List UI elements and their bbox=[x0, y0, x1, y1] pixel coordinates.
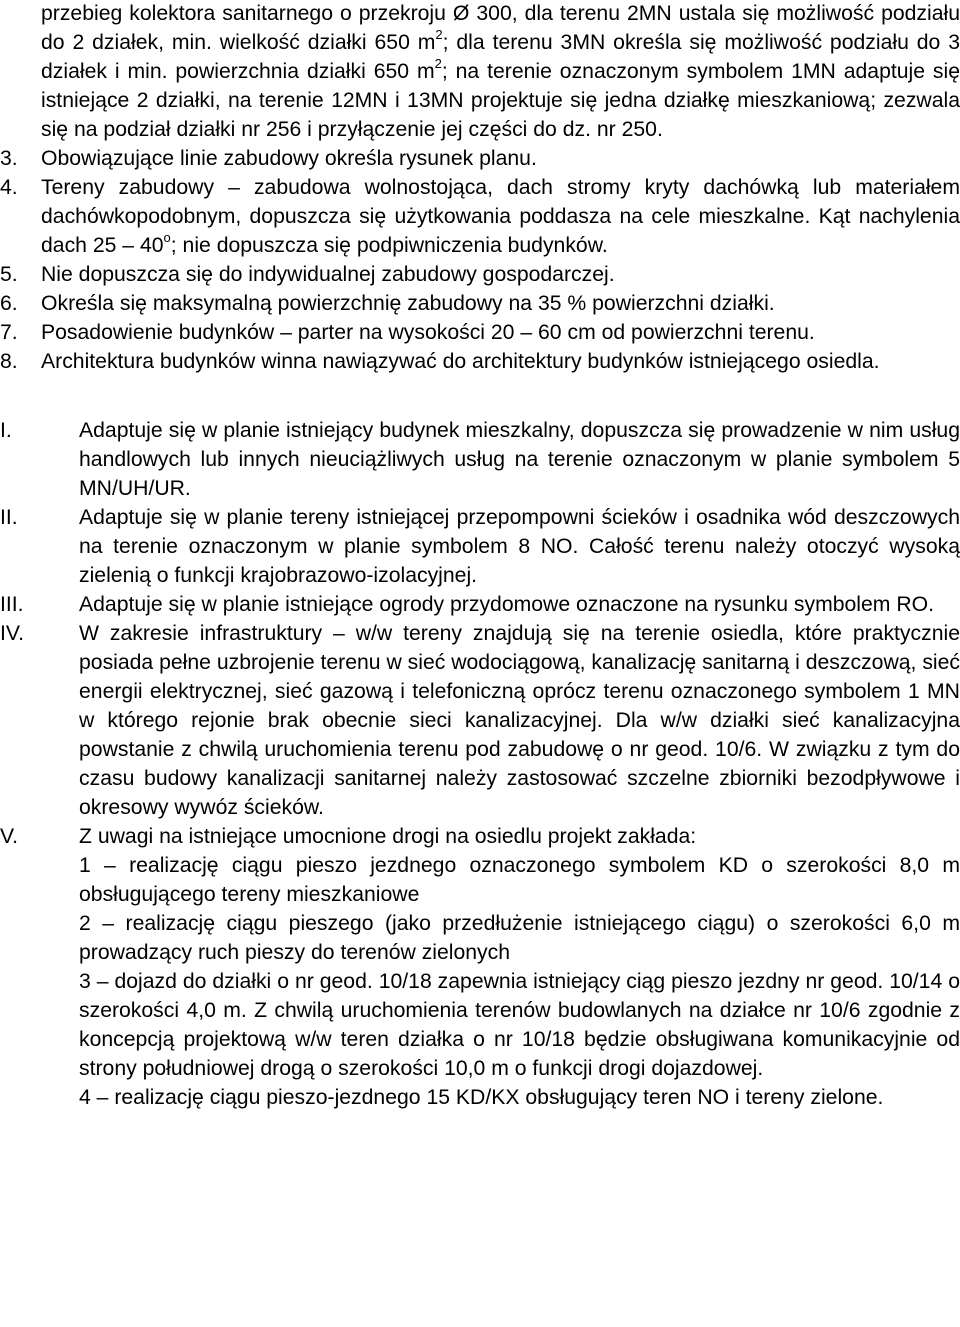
item-number: 6. bbox=[0, 292, 18, 315]
roman-text bbox=[79, 822, 960, 1112]
item-number: 5. bbox=[0, 263, 18, 286]
sub-item: 2 – realizację ciągu pieszego (jako przedłużenie istniejącego ciągu) o szerokości 6,0 m prowadzący ruch pieszy do terenów zielonych bbox=[79, 912, 960, 964]
roman-text: W zakresie infrastruktury – w/w tereny znajdują się na terenie osiedla, które praktycznie posiada pełne uzbrojenie terenu w sieć wodociągową, kanalizację sanitarną i deszczową, sieć energii elektrycznej, sieć gazową i telefoniczną oprócz terenu oznaczonego symbolem 1 MN w którego rejonie brak obecnie sieci kanalizacyjnej. Dla w/w działki sieć kanalizacyjna powstanie z chwilą uruchomienia terenu pod zabudowę o nr geod. 10/6. W związku z tym do czasu budowy kanalizacji sanitarnej należy zastosować szczelne zbiorniki bezodpływowe i okresowy wywóz ścieków. bbox=[79, 622, 960, 819]
continuation-paragraph bbox=[0, 0, 960, 144]
roman-item bbox=[0, 822, 960, 1112]
list-item bbox=[0, 289, 960, 318]
roman-item bbox=[0, 503, 960, 590]
superscript-2a: 2 bbox=[435, 26, 443, 42]
roman-number: II. bbox=[0, 506, 18, 529]
item-text: Architektura budynków winna nawiązywać do architektury budynków istniejącego osiedla. bbox=[41, 350, 880, 373]
roman-text: Adaptuje się w planie tereny istniejącej przepompowni ścieków i osadnika wód deszczowych na terenie oznaczonym w planie symbolem 8 NO. Całość terenu należy otoczyć wysoką zielenią o funkcji krajobrazowo-izolacyjnej. bbox=[79, 506, 960, 587]
roman-item bbox=[0, 416, 960, 503]
item-text: Posadowienie budynków – parter na wysokości 20 – 60 cm od powierzchni terenu. bbox=[41, 321, 815, 344]
roman-text: Adaptuje się w planie istniejący budynek mieszkalny, dopuszcza się prowadzenie w nim usług handlowych lub innych nieuciążliwych usług na terenie oznaczonym w planie symbolem 5 MN/UH/UR. bbox=[79, 419, 960, 500]
item-text bbox=[41, 173, 960, 260]
list-item bbox=[0, 347, 960, 376]
list-item bbox=[0, 260, 960, 289]
roman-intro: Z uwagi na istniejące umocnione drogi na osiedlu projekt zakłada: bbox=[79, 825, 697, 848]
sub-item: 4 – realizację ciągu pieszo-jezdnego 15 KD/KX obsługujący teren NO i tereny zielone. bbox=[79, 1086, 884, 1109]
continuation-text-2: ; dla terenu 3MN określa się możliwość podziału do 3 działek i min. powierzchnia działki 650 m bbox=[41, 31, 960, 83]
superscript-2b: 2 bbox=[434, 55, 442, 71]
item-number: 7. bbox=[0, 321, 18, 344]
item-text-b: ; nie dopuszcza się podpiwniczenia budynków. bbox=[170, 234, 608, 257]
numbered-list bbox=[0, 144, 960, 376]
roman-number: III. bbox=[0, 593, 24, 616]
list-item bbox=[0, 318, 960, 347]
roman-item bbox=[0, 590, 960, 619]
list-item bbox=[0, 144, 960, 173]
continuation-text-3: ; na terenie oznaczonym symbolem 1MN adaptuje się istniejące 2 działki, na terenie 12MN i 13MN projektuje się jedna działkę mieszkaniową; zezwala się na podział działki nr 256 i przyłączenie jej części do dz. nr 250. bbox=[41, 60, 960, 141]
item-text-a: Tereny zabudowy – zabudowa wolnostojąca, dach stromy kryty dachówką lub materiałem dachówkopodobnym, dopuszcza się użytkowania poddasza na cele mieszkalne. Kąt nachylenia dach 25 – 40 bbox=[41, 176, 960, 257]
sub-item: 3 – dojazd do działki o nr geod. 10/18 zapewnia istniejący ciąg pieszo jezdny nr geod. 10/14 o szerokości 4,0 m. Z chwilą uruchomienia terenów budowlanych na działce nr 10/6 zgodnie z koncepcją projektową w/w teren działka o nr 10/18 będzie obsługiwana komunikacyjnie od strony południowej drogą o szerokości 10,0 m o funkcji drogi dojazdowej. bbox=[79, 970, 960, 1080]
item-text: Określa się maksymalną powierzchnię zabudowy na 35 % powierzchni działki. bbox=[41, 292, 775, 315]
roman-number: I. bbox=[0, 419, 12, 442]
roman-number: V. bbox=[0, 825, 19, 848]
degree-superscript: o bbox=[163, 229, 171, 245]
roman-text: Adaptuje się w planie istniejące ogrody przydomowe oznaczone na rysunku symbolem RO. bbox=[79, 593, 935, 616]
item-number: 8. bbox=[0, 350, 18, 373]
roman-number: IV. bbox=[0, 622, 24, 645]
item-number: 3. bbox=[0, 147, 18, 170]
list-item bbox=[0, 173, 960, 260]
sub-item: 1 – realizację ciągu pieszo jezdnego oznaczonego symbolem KD o szerokości 8,0 m obsługującego tereny mieszkaniowe bbox=[79, 854, 960, 906]
continuation-text-1: przebieg kolektora sanitarnego o przekroju Ø 300, dla terenu 2MN ustala się możliwość podziału do 2 działek, min. wielkość działki 650 m bbox=[41, 2, 960, 54]
item-text: Nie dopuszcza się do indywidualnej zabudowy gospodarczej. bbox=[41, 263, 615, 286]
roman-list bbox=[0, 416, 960, 1112]
item-number: 4. bbox=[0, 176, 18, 199]
roman-item bbox=[0, 619, 960, 822]
item-text: Obowiązujące linie zabudowy określa rysunek planu. bbox=[41, 147, 537, 170]
